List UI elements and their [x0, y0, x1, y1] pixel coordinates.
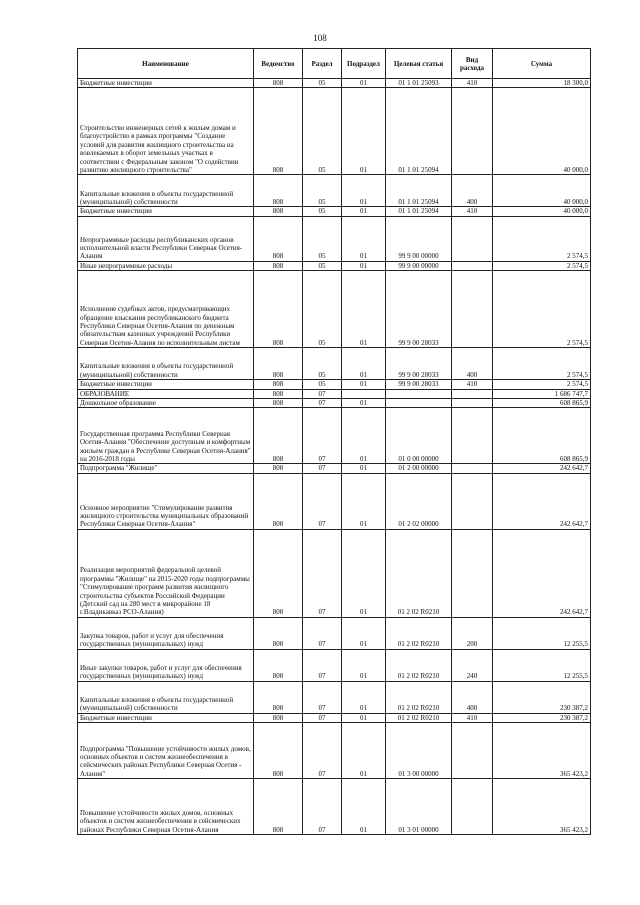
table-row: [78, 175, 591, 207]
cell-vedomstvo: 808: [254, 348, 303, 380]
cell-name: Иные непрограммные расходы: [78, 261, 254, 270]
cell-razdel: 07: [303, 617, 342, 649]
cell-vedomstvo: 808: [254, 723, 303, 779]
table-row: [78, 529, 591, 617]
cell-sum: 230 387,2: [493, 681, 591, 713]
cell-expense-type: 400: [452, 175, 493, 207]
cell-razdel: 07: [303, 399, 342, 408]
table-row: [78, 399, 591, 408]
cell-razdel: 07: [303, 529, 342, 617]
cell-vedomstvo: 808: [254, 464, 303, 473]
cell-expense-type: 240: [452, 649, 493, 681]
cell-vedomstvo: 808: [254, 529, 303, 617]
cell-podrazdel: 01: [342, 380, 386, 389]
cell-sum: 230 387,2: [493, 713, 591, 722]
cell-vedomstvo: 808: [254, 389, 303, 398]
cell-podrazdel: 01: [342, 473, 386, 529]
cell-target-article: 01 0 00 00000: [386, 408, 452, 464]
table-row: [78, 380, 591, 389]
cell-podrazdel: 01: [342, 779, 386, 835]
cell-target-article: 01 2 02 R0210: [386, 649, 452, 681]
cell-razdel: 05: [303, 175, 342, 207]
cell-vedomstvo: 808: [254, 399, 303, 408]
cell-vedomstvo: 808: [254, 207, 303, 216]
cell-target-article: [386, 389, 452, 398]
budget-table: [77, 48, 591, 835]
cell-expense-type: [452, 779, 493, 835]
table-row: [78, 216, 591, 261]
cell-sum: 12 255,5: [493, 649, 591, 681]
table-row: [78, 464, 591, 473]
header-vedomstvo: Ведомство: [254, 49, 303, 79]
cell-target-article: 01 2 02 R0210: [386, 681, 452, 713]
cell-podrazdel: 01: [342, 681, 386, 713]
cell-sum: 242 642,7: [493, 464, 591, 473]
cell-vedomstvo: 808: [254, 88, 303, 175]
cell-name: Бюджетные инвестиции: [78, 380, 254, 389]
cell-sum: 608 865,9: [493, 399, 591, 408]
cell-target-article: 01 2 02 R0210: [386, 617, 452, 649]
cell-target-article: 01 1 01 25094: [386, 207, 452, 216]
cell-sum: 40 000,0: [493, 175, 591, 207]
cell-target-article: 01 1 01 25094: [386, 175, 452, 207]
cell-razdel: 05: [303, 207, 342, 216]
cell-razdel: 07: [303, 723, 342, 779]
cell-name: Подпрограмма "Повышение устойчивости жилых домов, основных объектов и систем жизнеобеспечения в сейсмических районах Республики Северная Осетия - Алания": [78, 723, 254, 779]
cell-razdel: 07: [303, 713, 342, 722]
cell-target-article: 99 9 00 28033: [386, 348, 452, 380]
cell-expense-type: [452, 216, 493, 261]
cell-razdel: 07: [303, 389, 342, 398]
cell-podrazdel: 01: [342, 216, 386, 261]
cell-razdel: 07: [303, 681, 342, 713]
cell-razdel: 07: [303, 408, 342, 464]
cell-expense-type: [452, 261, 493, 270]
cell-expense-type: [452, 529, 493, 617]
cell-podrazdel: 01: [342, 617, 386, 649]
cell-podrazdel: 01: [342, 713, 386, 722]
cell-expense-type: [452, 271, 493, 348]
header-expense-type: Вид расхода: [452, 49, 493, 79]
cell-podrazdel: 01: [342, 207, 386, 216]
cell-name: Иные закупки товаров, работ и услуг для обеспечения государственных (муниципальных) нужд: [78, 649, 254, 681]
cell-vedomstvo: 808: [254, 175, 303, 207]
cell-podrazdel: 01: [342, 464, 386, 473]
cell-expense-type: [452, 389, 493, 398]
cell-target-article: 01 3 00 00000: [386, 723, 452, 779]
cell-vedomstvo: 808: [254, 473, 303, 529]
cell-vedomstvo: 808: [254, 271, 303, 348]
cell-name: Основное мероприятие "Стимулирование развития жилищного строительства муниципальных образований Республики Северная Осетия-Алания": [78, 473, 254, 529]
cell-expense-type: [452, 399, 493, 408]
table-row: [78, 88, 591, 175]
cell-sum: 40 000,0: [493, 207, 591, 216]
cell-razdel: 07: [303, 649, 342, 681]
cell-expense-type: 410: [452, 79, 493, 88]
cell-target-article: 99 9 00 00000: [386, 261, 452, 270]
cell-podrazdel: 01: [342, 175, 386, 207]
cell-vedomstvo: 808: [254, 79, 303, 88]
cell-sum: 2 574,5: [493, 261, 591, 270]
cell-sum: 365 423,2: [493, 779, 591, 835]
cell-expense-type: [452, 473, 493, 529]
cell-expense-type: [452, 723, 493, 779]
cell-vedomstvo: 808: [254, 617, 303, 649]
cell-expense-type: [452, 464, 493, 473]
table-row: [78, 79, 591, 88]
cell-razdel: 05: [303, 79, 342, 88]
cell-razdel: 05: [303, 380, 342, 389]
cell-sum: 242 642,7: [493, 529, 591, 617]
cell-expense-type: [452, 408, 493, 464]
cell-sum: 242 642,7: [493, 473, 591, 529]
cell-expense-type: 200: [452, 617, 493, 649]
cell-sum: 2 574,5: [493, 380, 591, 389]
cell-vedomstvo: 808: [254, 408, 303, 464]
table-header-row: [78, 49, 591, 79]
cell-expense-type: 410: [452, 380, 493, 389]
table-row: [78, 408, 591, 464]
cell-name: Строительство инженерных сетей к жилым домам и благоустройство в рамках программы "Создание условий для развития жилищного строительства на вовлекаемых в оборот земельных участках в соответствии с Федеральным законом "О содействии развитию жилищного строительства": [78, 88, 254, 175]
table-row: [78, 261, 591, 270]
table-row: [78, 723, 591, 779]
cell-podrazdel: 01: [342, 723, 386, 779]
cell-razdel: 07: [303, 464, 342, 473]
cell-sum: 40 000,0: [493, 88, 591, 175]
page-number: 108: [313, 33, 327, 43]
cell-podrazdel: 01: [342, 348, 386, 380]
cell-target-article: 01 2 02 R0210: [386, 529, 452, 617]
cell-sum: 2 574,5: [493, 216, 591, 261]
cell-vedomstvo: 808: [254, 713, 303, 722]
cell-expense-type: 410: [452, 713, 493, 722]
cell-vedomstvo: 808: [254, 216, 303, 261]
cell-name: Закупка товаров, работ и услуг для обеспечения государственных (муниципальных) нужд: [78, 617, 254, 649]
cell-vedomstvo: 808: [254, 779, 303, 835]
cell-target-article: 99 9 00 28033: [386, 271, 452, 348]
cell-sum: 18 300,0: [493, 79, 591, 88]
table-row: [78, 271, 591, 348]
cell-name: Капитальные вложения в объекты государственной (муниципальной) собственности: [78, 681, 254, 713]
cell-target-article: 01 3 01 00000: [386, 779, 452, 835]
cell-target-article: 01 1 01 25094: [386, 88, 452, 175]
cell-name: Бюджетные инвестиции: [78, 207, 254, 216]
cell-target-article: 01 2 00 00000: [386, 464, 452, 473]
cell-podrazdel: 01: [342, 88, 386, 175]
cell-sum: 365 423,2: [493, 723, 591, 779]
cell-name: Капитальные вложения в объекты государственной (муниципальной) собственности: [78, 175, 254, 207]
cell-expense-type: 400: [452, 681, 493, 713]
cell-sum: 1 686 747,7: [493, 389, 591, 398]
cell-razdel: 05: [303, 261, 342, 270]
cell-name: Подпрограмма "Жилище": [78, 464, 254, 473]
cell-sum: 2 574,5: [493, 271, 591, 348]
header-sum: Сумма: [493, 49, 591, 79]
cell-expense-type: [452, 88, 493, 175]
table-row: [78, 473, 591, 529]
cell-name: Бюджетные инвестиции: [78, 79, 254, 88]
table-row: [78, 207, 591, 216]
cell-podrazdel: 01: [342, 261, 386, 270]
cell-name: Реализация мероприятий федеральной целевой программы "Жилище" на 2015-2020 годы подпрограммы "Стимулирование программ развития жилищного строительства субъектов Российской Федерации (Детский сад на 280 мест в микрорайоне 18 г.Владикавказ РСО-Алания): [78, 529, 254, 617]
cell-podrazdel: 01: [342, 649, 386, 681]
header-podrazdel: Подраздел: [342, 49, 386, 79]
table-row: [78, 779, 591, 835]
cell-vedomstvo: 808: [254, 261, 303, 270]
cell-razdel: 05: [303, 348, 342, 380]
cell-vedomstvo: 808: [254, 649, 303, 681]
cell-name: Бюджетные инвестиции: [78, 713, 254, 722]
cell-razdel: 05: [303, 271, 342, 348]
cell-expense-type: 410: [452, 207, 493, 216]
cell-name: Повышение устойчивости жилых домов, основных объектов и систем жизнеобеспечения в сейсмических районах Республики Северная Осетия-Алания: [78, 779, 254, 835]
table-body: [78, 79, 591, 835]
cell-razdel: 05: [303, 216, 342, 261]
cell-name: Непрограммные расходы республиканских органов исполнительной власти Республики Северная Осетия-Алания: [78, 216, 254, 261]
header-razdel: Раздел: [303, 49, 342, 79]
cell-target-article: [386, 399, 452, 408]
table-row: [78, 389, 591, 398]
cell-target-article: 01 1 01 25093: [386, 79, 452, 88]
cell-sum: 608 865,9: [493, 408, 591, 464]
table-row: [78, 617, 591, 649]
cell-vedomstvo: 808: [254, 681, 303, 713]
cell-name: Исполнение судебных актов, предусматривающих обращение взыскания республиканского бюджета Республики Северная Осетия-Алания по денежным обязательствам казенных учреждений Республики Северная Осетия-Алания по исполнительным листам: [78, 271, 254, 348]
cell-target-article: 01 2 02 00000: [386, 473, 452, 529]
cell-podrazdel: 01: [342, 408, 386, 464]
cell-name: ОБРАЗОВАНИЕ: [78, 389, 254, 398]
cell-name: Капитальные вложения в объекты государственной (муниципальной) собственности: [78, 348, 254, 380]
header-name: Наименование: [78, 49, 254, 79]
table-row: [78, 713, 591, 722]
header-target-article: Целевая статья: [386, 49, 452, 79]
table-row: [78, 681, 591, 713]
cell-razdel: 07: [303, 473, 342, 529]
cell-podrazdel: [342, 389, 386, 398]
cell-target-article: 01 2 02 R0210: [386, 713, 452, 722]
cell-name: Государственная программа Республики Северная Осетия-Алания "Обеспечение доступным и комфортным жильем граждан в Республике Северная Осетия-Алания" на 2016-2018 годы: [78, 408, 254, 464]
table-row: [78, 348, 591, 380]
cell-podrazdel: 01: [342, 529, 386, 617]
cell-podrazdel: 01: [342, 399, 386, 408]
cell-podrazdel: 01: [342, 79, 386, 88]
cell-target-article: 99 9 00 28033: [386, 380, 452, 389]
table-row: [78, 649, 591, 681]
cell-podrazdel: 01: [342, 271, 386, 348]
cell-target-article: 99 9 00 00000: [386, 216, 452, 261]
cell-sum: 2 574,5: [493, 348, 591, 380]
cell-razdel: 07: [303, 779, 342, 835]
cell-sum: 12 255,5: [493, 617, 591, 649]
cell-name: Дошкольное образование: [78, 399, 254, 408]
cell-vedomstvo: 808: [254, 380, 303, 389]
cell-expense-type: 400: [452, 348, 493, 380]
cell-razdel: 05: [303, 88, 342, 175]
